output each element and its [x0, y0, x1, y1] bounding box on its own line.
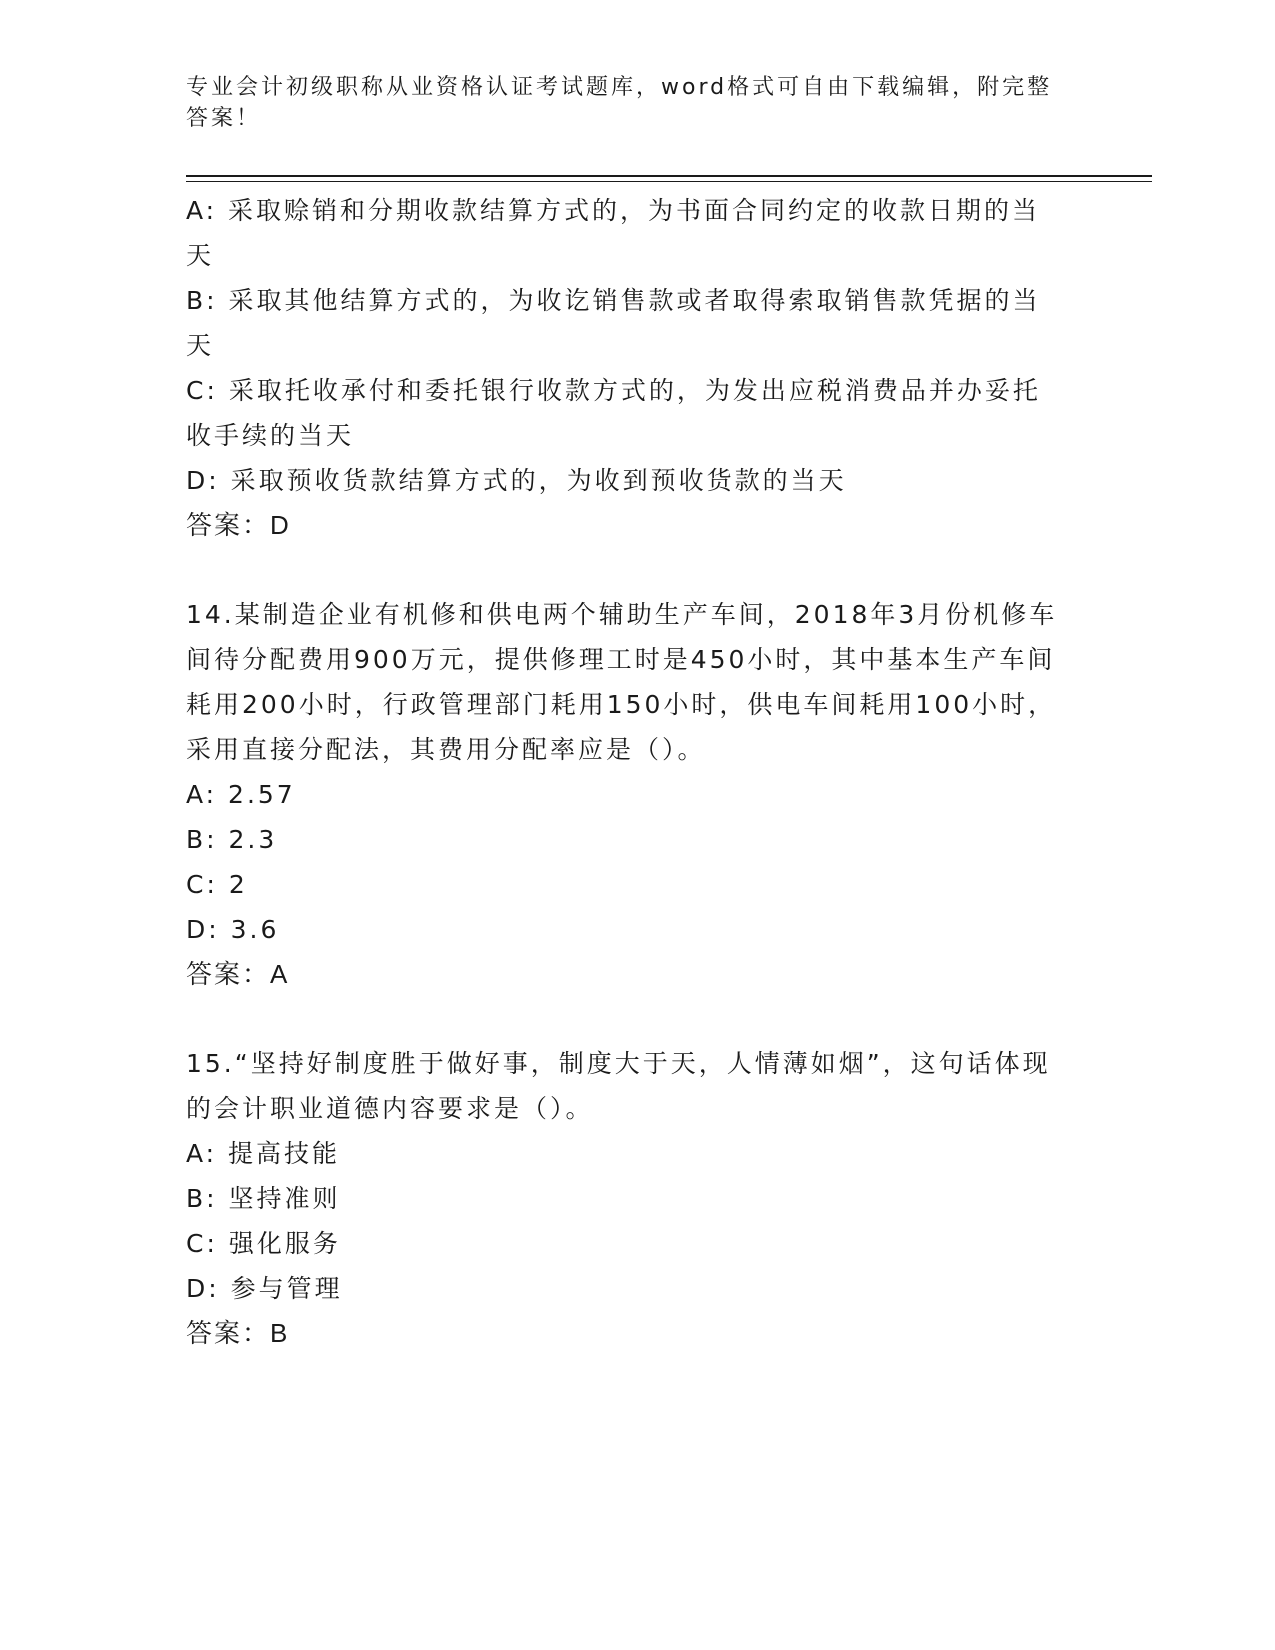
- answer-14: 答案：A: [186, 959, 290, 989]
- option-a: A: 提高技能: [186, 1139, 341, 1168]
- option-d: D: 3.6: [186, 915, 280, 944]
- option-a: A: 2.57: [186, 780, 296, 809]
- spacer: [186, 548, 1066, 592]
- answer-13: 答案：D: [186, 510, 291, 540]
- question-15-text: 15.“坚持好制度胜于做好事，制度大于天，人情薄如烟”，这句话体现的会计职业道德内容要求是（）。: [186, 1049, 1051, 1123]
- question-13: [186, 188, 1066, 548]
- question-15: [186, 1041, 1066, 1356]
- option-c: C: 强化服务: [186, 1229, 341, 1258]
- option-b: B: 坚持准则: [186, 1184, 341, 1213]
- option-c: C: 采取托收承付和委托银行收款方式的，为发出应税消费品并办妥托收手续的当天: [186, 376, 1041, 450]
- option-a: A: 采取赊销和分期收款结算方式的，为书面合同约定的收款日期的当天: [186, 196, 1041, 270]
- answer-15: 答案：B: [186, 1318, 290, 1348]
- header-divider-thick: [186, 175, 1152, 177]
- question-content: [186, 188, 1066, 1356]
- option-c: C: 2: [186, 870, 248, 899]
- question-14-text: 14.某制造企业有机修和供电两个辅助生产车间，2018年3月份机修车间待分配费用900万元，提供修理工时是450小时，其中基本生产车间耗用200小时，行政管理部门耗用150小时，供电车间耗用100小时，采用直接分配法，其费用分配率应是（）。: [186, 600, 1058, 764]
- header-divider-thin: [186, 181, 1152, 182]
- question-14: [186, 592, 1066, 997]
- option-b: B: 采取其他结算方式的，为收讫销售款或者取得索取销售款凭据的当天: [186, 286, 1041, 360]
- option-d: D: 参与管理: [186, 1274, 343, 1303]
- option-d: D: 采取预收货款结算方式的，为收到预收货款的当天: [186, 466, 847, 495]
- page-header: 专业会计初级职称从业资格认证考试题库，word格式可自由下载编辑，附完整答案！: [186, 75, 1053, 131]
- spacer: [186, 997, 1066, 1041]
- option-b: B: 2.3: [186, 825, 278, 854]
